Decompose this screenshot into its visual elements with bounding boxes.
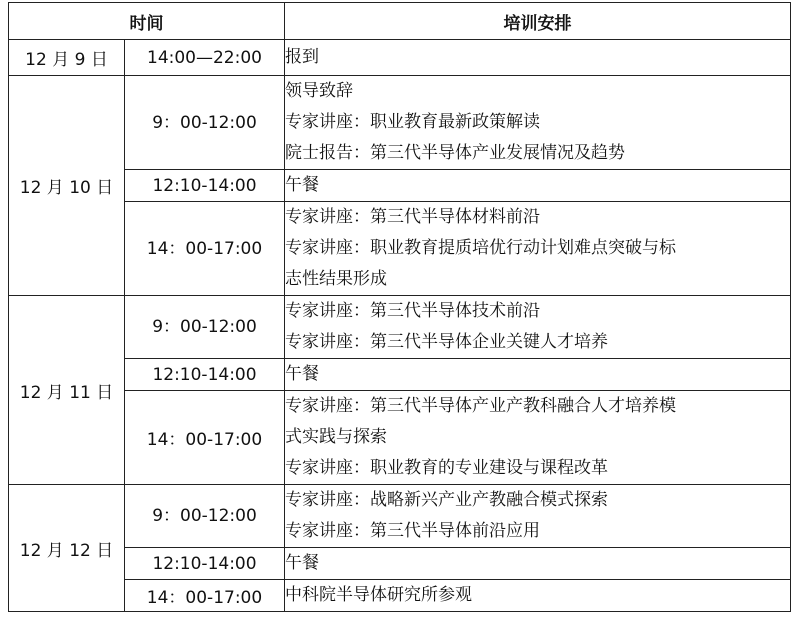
arrangement-item: 专家讲座：职业教育最新政策解读 [285,112,540,132]
table-row [9,296,791,359]
arrangement-item: 专家讲座：第三代半导体前沿应用 [285,521,540,541]
arrangement-item: 专家讲座：第三代半导体材料前沿 [285,207,540,227]
arrangement-cell [285,359,791,391]
arrangement-cell [285,170,791,202]
table-row [9,580,791,612]
arrangement-item: 式实践与探索 [285,427,387,447]
training-schedule-table [8,2,791,612]
table-row [9,391,791,485]
time-cell: 9：00-12:00 [125,296,285,359]
arrangement-item: 专家讲座：职业教育提质培优行动计划难点突破与标 [285,238,676,258]
arrangement-item: 专家讲座：第三代半导体技术前沿 [285,301,540,321]
arrangement-item: 午餐 [285,553,319,573]
arrangement-cell [285,391,791,485]
table-header-row [9,3,791,40]
time-cell: 14：00-17:00 [125,580,285,612]
arrangement-item: 专家讲座：第三代半导体企业关键人才培养 [285,332,608,352]
date-cell: 12 月 11 日 [9,296,125,485]
arrangement-item: 领导致辞 [285,81,353,101]
time-cell: 14：00-17:00 [125,202,285,296]
arrangement-cell [285,76,791,170]
date-cell: 12 月 10 日 [9,76,125,296]
table-row [9,548,791,580]
arrangement-item: 专家讲座：职业教育的专业建设与课程改革 [285,458,608,478]
arrangement-cell [285,485,791,548]
date-cell: 12 月 9 日 [9,40,125,76]
time-cell: 14：00-17:00 [125,391,285,485]
table-row [9,76,791,170]
time-cell: 12:10-14:00 [125,170,285,202]
table-row [9,359,791,391]
arrangement-item: 午餐 [285,364,319,384]
table-row [9,170,791,202]
arrangement-cell [285,548,791,580]
table-row [9,40,791,76]
arrangement-item: 专家讲座：第三代半导体产业产教科融合人才培养模 [285,396,676,416]
arrangement-item: 午餐 [285,175,319,195]
arrangement-item: 志性结果形成 [285,269,387,289]
time-cell: 14:00—22:00 [125,40,285,76]
table-row [9,485,791,548]
arrangement-cell [285,296,791,359]
table-row [9,202,791,296]
arrangement-cell [285,40,791,76]
arrangement-item: 专家讲座：战略新兴产业产教融合模式探索 [285,490,608,510]
time-cell: 9：00-12:00 [125,76,285,170]
arrangement-cell [285,202,791,296]
time-cell: 9：00-12:00 [125,485,285,548]
arrangement-cell [285,580,791,612]
arrangement-item: 中科院半导体研究所参观 [285,585,472,605]
arrangement-item: 院士报告：第三代半导体产业发展情况及趋势 [285,143,625,163]
time-cell: 12:10-14:00 [125,359,285,391]
time-cell: 12:10-14:00 [125,548,285,580]
header-time: 时间 [9,3,285,40]
arrangement-item: 报到 [285,47,319,67]
header-arrangement: 培训安排 [285,3,791,40]
date-cell: 12 月 12 日 [9,485,125,612]
